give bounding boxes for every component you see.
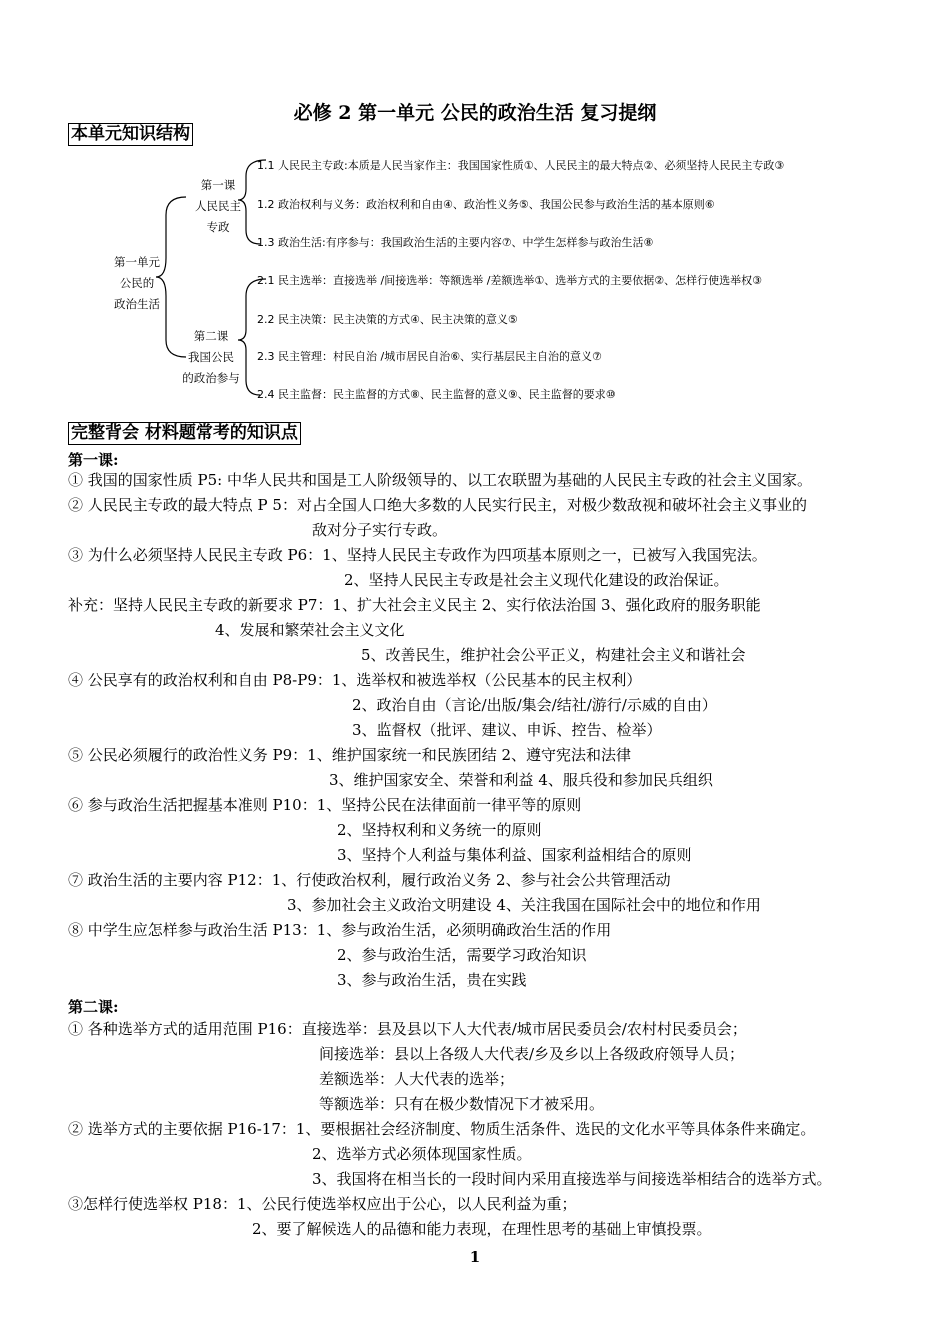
lesson2-label-line: 第二课 — [193, 329, 229, 343]
tree-item: 2.1 民主选举：直接选举 /间接选举：等额选举 /差额选举①、选举方式的主要依据②、怎样行使选举权③ — [257, 274, 762, 287]
tree-item: 2.3 民主管理：村民自治 /城市居民自治⑥、实行基层民主自治的意义⑦ — [257, 350, 602, 363]
tree-item: 2.4 民主监督：民主监督的方式⑧、民主监督的意义⑨、民主监督的要求⑩ — [257, 388, 616, 401]
unit-label-line: 公民的 — [119, 276, 155, 290]
knowledge-line: ⑦ 政治生活的主要内容 P12：1、行使政治权利，履行政治义务 2、参与社会公共管理活动 — [68, 871, 671, 889]
knowledge-line: 3、参与政治生活，贵在实践 — [337, 971, 527, 989]
lesson1-label-line: 人民民主 — [195, 199, 241, 213]
knowledge-line: ⑧ 中学生应怎样参与政治生活 P13：1、参与政治生活，必须明确政治生活的作用 — [68, 921, 612, 939]
knowledge-line: 补充：坚持人民民主专政的新要求 P7：1、扩大社会主义民主 2、实行依法治国 3、强化政府的服务职能 — [68, 596, 761, 614]
lesson1-heading: 第一课: — [68, 451, 119, 469]
knowledge-line: ① 我国的国家性质 P5: 中华人民共和国是工人阶级领导的、以工农联盟为基础的人民民主专政的社会主义国家。 — [68, 471, 812, 489]
page-number: 1 — [469, 1248, 481, 1266]
knowledge-line: ④ 公民享有的政治权利和自由 P8-P9：1、选举权和被选举权（公民基本的民主权利） — [68, 671, 642, 689]
knowledge-line: 间接选举：县以上各级人大代表/乡及乡以上各级政府领导人员； — [319, 1045, 745, 1063]
knowledge-line: 差额选举：人大代表的选举； — [319, 1070, 515, 1088]
tree-item: 1.1 人民民主专政:本质是人民当家作主：我国国家性质①、人民民主的最大特点②、必须坚持人民民主专政③ — [257, 159, 785, 172]
unit-label-line: 政治生活 — [114, 297, 160, 311]
lesson1-label — [183, 175, 253, 238]
knowledge-line: 2、选举方式必须体现国家性质。 — [312, 1145, 532, 1163]
lesson1-label-line: 第一课 — [200, 178, 236, 192]
unit-label-line: 第一单元 — [114, 255, 160, 269]
tree-item: 2.2 民主决策：民主决策的方式④、民主决策的意义⑤ — [257, 313, 518, 326]
knowledge-line: 3、我国将在相当长的一段时间内采用直接选举与间接选举相结合的选举方式。 — [312, 1170, 832, 1188]
lesson2-heading: 第二课: — [68, 998, 119, 1016]
unit-label — [100, 252, 174, 315]
knowledge-line: ⑤ 公民必须履行的政治性义务 P9：1、维护国家统一和民族团结 2、遵守宪法和法律 — [68, 746, 632, 764]
knowledge-line: 等额选举：只有在极少数情况下才被采用。 — [319, 1095, 605, 1113]
knowledge-heading: 完整背会 材料题常考的知识点 — [68, 422, 301, 445]
tree-item: 1.3 政治生活:有序参与：我国政治生活的主要内容⑦、中学生怎样参与政治生活⑧ — [257, 236, 654, 249]
knowledge-line: 3、参加社会主义政治文明建设 4、关注我国在国际社会中的地位和作用 — [287, 896, 761, 914]
knowledge-line: ⑥ 参与政治生活把握基本准则 P10：1、坚持公民在法律面前一律平等的原则 — [68, 796, 582, 814]
structure-heading: 本单元知识结构 — [68, 123, 193, 146]
knowledge-line: 2、坚持人民民主专政是社会主义现代化建设的政治保证。 — [344, 571, 729, 589]
knowledge-line: 5、改善民生，维护社会公平正义，构建社会主义和谐社会 — [361, 646, 746, 664]
knowledge-line: 3、维护国家安全、荣誉和利益 4、服兵役和参加民兵组织 — [329, 771, 713, 789]
knowledge-line: ③怎样行使选举权 P18：1、公民行使选举权应出于公心，以人民利益为重； — [68, 1195, 577, 1213]
lesson2-label-line: 的政治参与 — [182, 371, 240, 385]
knowledge-line: ① 各种选举方式的适用范围 P16：直接选举：县及县以下人大代表/城市居民委员会/农村村民委员会； — [68, 1020, 747, 1038]
knowledge-line: 2、参与政治生活，需要学习政治知识 — [337, 946, 587, 964]
lesson1-label-line: 专政 — [206, 220, 230, 234]
knowledge-line: ② 人民民主专政的最大特点 P 5：对占全国人口绝大多数的人民实行民主，对极少数敌视和破坏社会主义事业的 — [68, 496, 807, 514]
lesson2-label — [170, 326, 252, 389]
tree-item: 1.2 政治权利与义务：政治权利和自由④、政治性义务⑤、我国公民参与政治生活的基本原则⑥ — [257, 198, 715, 211]
document-title: 必修 2 第一单元 公民的政治生活 复习提纲 — [293, 102, 657, 124]
knowledge-line: 2、要了解候选人的品德和能力表现，在理性思考的基础上审慎投票。 — [252, 1220, 712, 1238]
knowledge-line: 2、政治自由（言论/出版/集会/结社/游行/示威的自由） — [352, 696, 717, 714]
knowledge-line: 3、坚持个人利益与集体利益、国家利益相结合的原则 — [337, 846, 692, 864]
knowledge-line: 敌对分子实行专政。 — [312, 521, 448, 539]
knowledge-line: ③ 为什么必须坚持人民民主专政 P6：1、坚持人民民主专政作为四项基本原则之一，已被写入我国宪法。 — [68, 546, 767, 564]
knowledge-line: 2、坚持权利和义务统一的原则 — [337, 821, 542, 839]
knowledge-line: ② 选举方式的主要依据 P16-17：1、要根据社会经济制度、物质生活条件、选民的文化水平等具体条件来确定。 — [68, 1120, 816, 1138]
knowledge-line: 3、监督权（批评、建议、申诉、控告、检举） — [352, 721, 662, 739]
lesson2-label-line: 我国公民 — [188, 350, 234, 364]
knowledge-line: 4、发展和繁荣社会主义文化 — [215, 621, 405, 639]
